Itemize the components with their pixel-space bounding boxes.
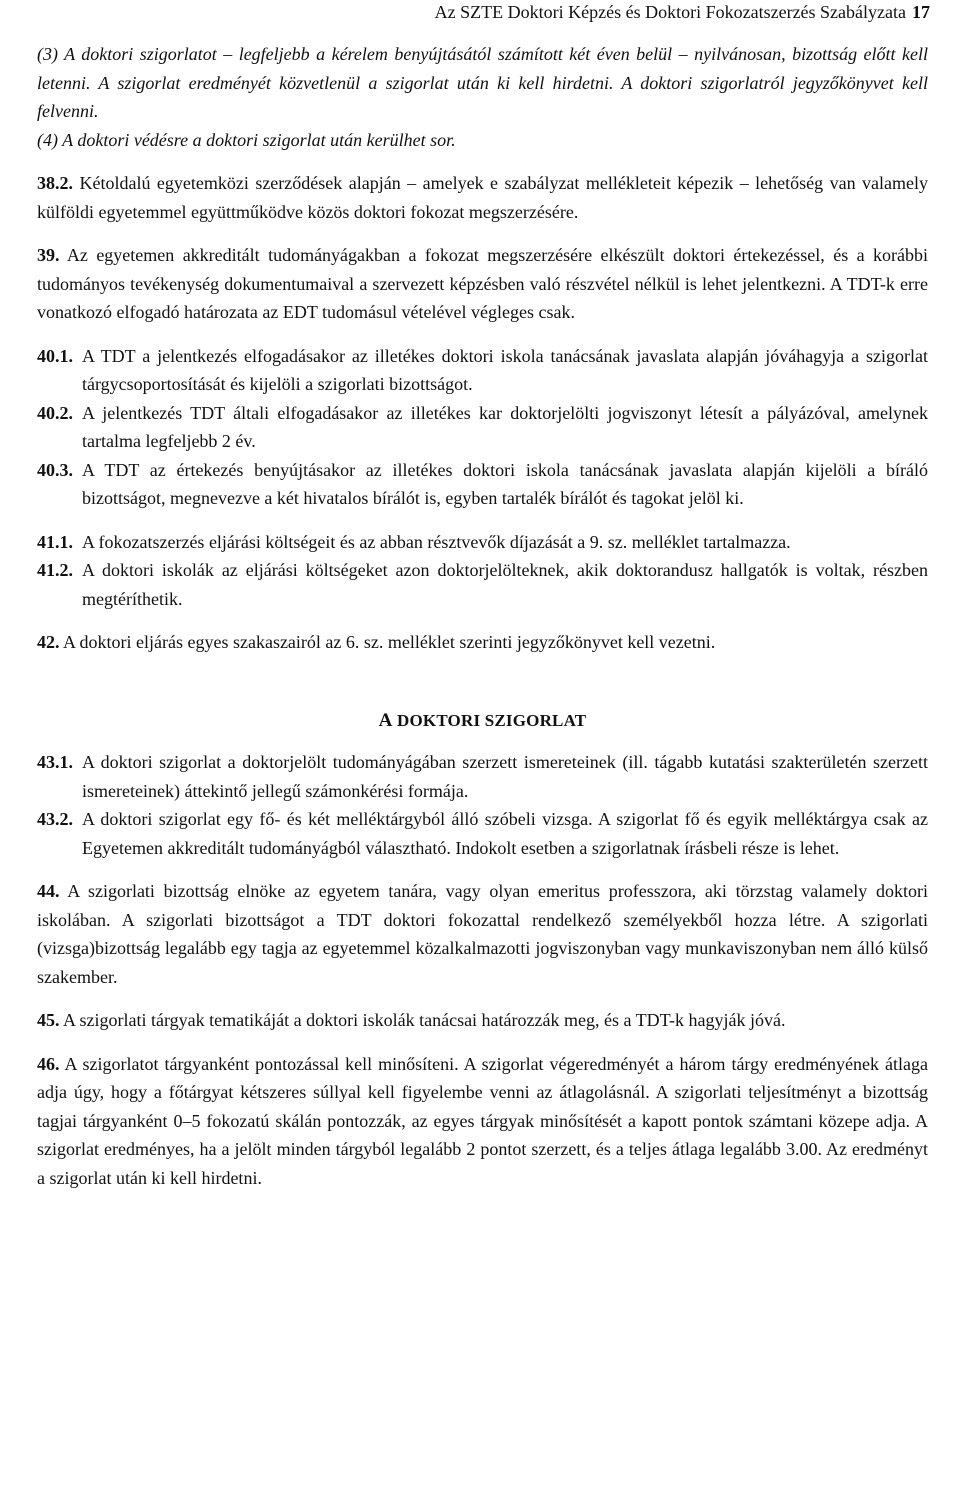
document-body (37, 40, 928, 1192)
paragraph-3: (3) A doktori szigorlatot – legfeljebb a kérelem benyújtásától számított két éven belül – nyilvánosan, bizottság előtt kell letenni. A szigorlat eredményét közvetlenül a szigorlat után ki kell hirdetni. A doktori szigorlatról jegyzőkönyvet kell felvenni. (37, 44, 928, 121)
section-38-2 (37, 169, 928, 226)
section-41-1 (37, 528, 928, 557)
section-40-1 (37, 342, 928, 399)
section-text: A szigorlatot tárgyanként pontozással kell minősíteni. A szigorlat végeredményét a három tárgy eredményének átlaga adja úgy, hogy a főtárgyat kétszeres súllyal kell figyelembe venni az átlagolásnál. A szigorlati teljesítményt a bizottság tagjai tárgyanként 0–5 fokozatú skálán pontozzák, az egyes tárgyak minősítését a kapott pontok számtani közepe adja. A szigorlat eredményes, ha a jelölt minden tárgyból legalább 2 pontot szerzett, és a teljes átlaga legalább 3.00. Az eredményt a szigorlat után ki kell hirdetni. (37, 1053, 929, 1188)
section-text: A TDT az értekezés benyújtásakor az illetékes doktori iskola tanácsának javaslata alapján kijelöli a bíráló bizottságot, megnevezve a két hivatalos bírálót is, egyben tartalék bírálót és tagokat jelöl ki. (82, 459, 928, 508)
section-text: A szigorlati bizottság elnöke az egyetem tanára, vagy olyan emeritus professzora, aki törzstag valamely doktori iskolában. A szigorlati bizottságot a TDT doktori fokozattal rendelkező személyekből hozza létre. A szigorlati (vizsga)bizottság legalább egy tagja az egyetemmel közalkalmazotti jogviszonyban vagy munkaviszonyban nem álló külső szakember. (37, 881, 928, 987)
section-text: A doktori szigorlat a doktorjelölt tudományágában szerzett ismereteinek (ill. tágabb kutatási szakterületén szerzett ismereteinek) áttekintő jellegű számonkérési formája. (82, 752, 928, 801)
section-40-2 (37, 399, 928, 456)
section-text: Kétoldalú egyetemközi szerződések alapján – amelyek e szabályzat mellékleteit képezik – lehetőség van valamely külföldi egyetemmel együttműködve közös doktori fokozat megszerzésére. (37, 173, 929, 222)
heading-rest: DOKTORI SZIGORLAT (397, 710, 587, 730)
section-number: 41.2. (37, 560, 73, 580)
section-number: 44. (37, 881, 60, 901)
paragraph-4: (4) A doktori védésre a doktori szigorlat után kerülhet sor. (37, 129, 456, 150)
section-40-3 (37, 456, 928, 513)
header-title: Az SZTE Doktori Képzés és Doktori Fokozatszerzés Szabályzata (434, 2, 906, 22)
page-number: 17 (912, 2, 930, 22)
section-46 (37, 1050, 928, 1193)
heading-initial: A (378, 709, 393, 731)
section-number: 39. (37, 245, 60, 265)
section-number: 43.1. (37, 752, 73, 772)
section-text: A doktori eljárás egyes szakaszairól az 6. sz. melléklet szerinti jegyzőkönyvet kell vezetni. (63, 632, 716, 652)
section-number: 42. (37, 632, 60, 652)
section-text: A TDT a jelentkezés elfogadásakor az illetékes doktori iskola tanácsának javaslata alapján jóváhagyja a szigorlat tárgycsoportosítását és kijelöli a szigorlati bizottságot. (82, 345, 928, 394)
section-number: 40.2. (37, 402, 73, 423)
section-text: A fokozatszerzés eljárási költségeit és az abban résztvevők díjazását a 9. sz. melléklet tartalmazza. (82, 531, 791, 552)
section-41-2 (37, 556, 928, 613)
section-number: 41.1. (37, 531, 73, 552)
section-text: A doktori szigorlat egy fő- és két melléktárgyból álló szóbeli vizsga. A szigorlat fő és egyik melléktárgya csak az Egyetemen akkreditált tudományágból választható. Indokolt esetben a szigorlatnak írásbeli része is lehet. (82, 809, 928, 858)
section-number: 40.3. (37, 459, 73, 480)
section-number: 40.1. (37, 345, 73, 366)
section-text: A doktori iskolák az eljárási költségeket azon doktorjelölteknek, akik doktorandusz hallgatók is voltak, részben megtéríthetik. (82, 560, 928, 609)
section-number: 43.2. (37, 809, 73, 829)
section-44 (37, 877, 928, 991)
section-39 (37, 241, 928, 327)
section-45 (37, 1006, 928, 1035)
running-header (435, 0, 930, 24)
section-number: 46. (37, 1053, 60, 1074)
section-number: 45. (37, 1010, 60, 1030)
section-text: Az egyetemen akkreditált tudományágakban a fokozat megszerzésére elkészült doktori értekezéssel, és a korábbi tudományos tevékenység dokumentumaival a szervezett képzésben való részvétel nélkül is lehet jelentkezni. A TDT-k erre vonatkozó elfogadó határozata az EDT tudomásul vételével végleges csak. (37, 245, 928, 322)
section-43-1 (37, 748, 928, 805)
section-text: A szigorlati tárgyak tematikáját a doktori iskolák tanácsai határozzák meg, és a TDT-k hagyják jóvá. (63, 1010, 786, 1030)
section-43-2 (37, 805, 928, 862)
section-text: A jelentkezés TDT általi elfogadásakor az illetékes kar doktorjelölti jogviszonyt létesít a pályázóval, amelynek tartalma legfeljebb 2 év. (82, 402, 928, 451)
section-42 (37, 628, 928, 657)
section-number: 38.2. (37, 173, 73, 193)
section-heading (37, 707, 928, 736)
